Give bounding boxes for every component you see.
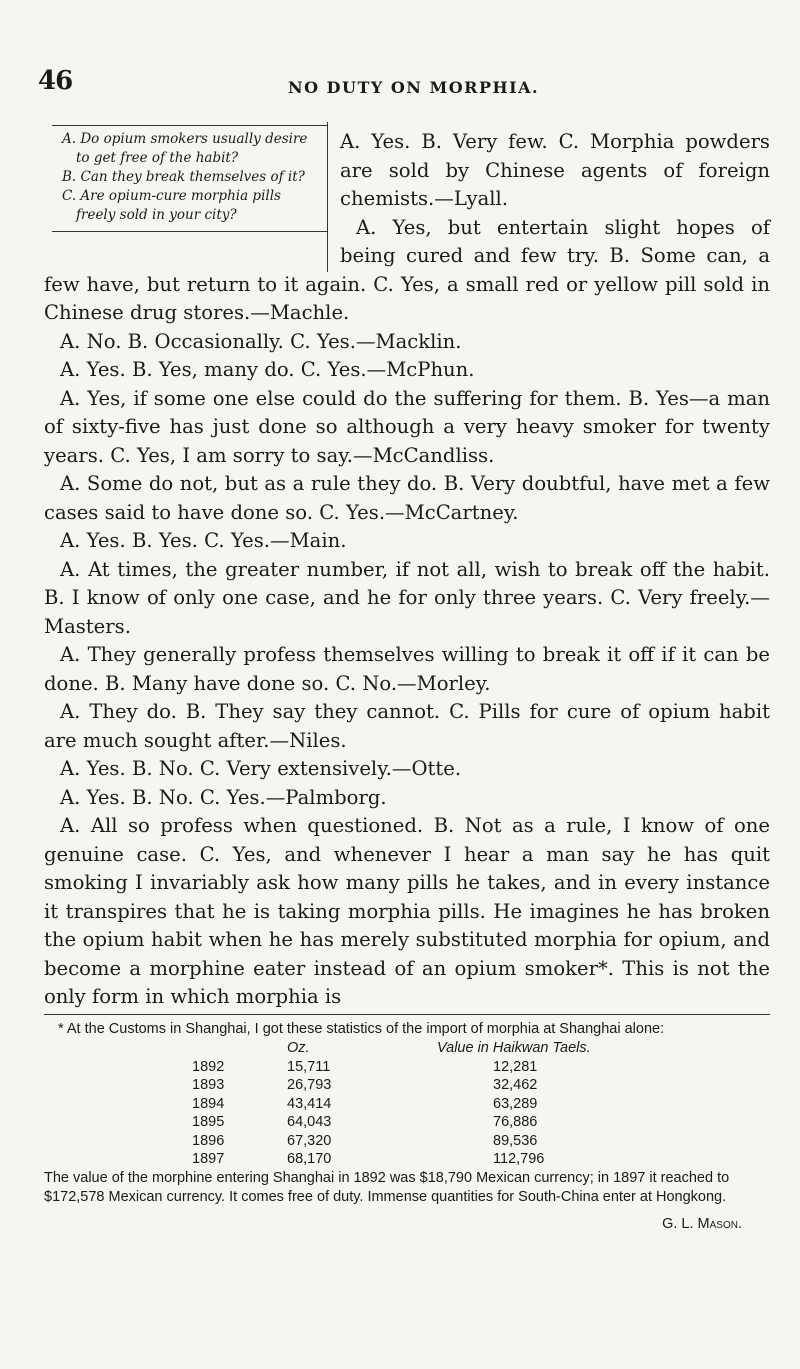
row-oz: 67,320 [287,1132,332,1149]
footnote-conclusion: The value of the morphine entering Shanghai in 1892 was $18,790 Mexican currency; in 1897 it reached to $172,578 Mexican currency. It comes free of duty. Immense quantities for South-China enter at Hongkong. [44,1169,730,1205]
answer-mccartney: A. Some do not, but as a rule they do. B. Very doubtful, have met a few cases said to have done so. C. Yes.—McCartney. [44,472,770,524]
table-row [192,1150,591,1169]
header-year [192,1039,287,1058]
row-oz: 26,793 [287,1077,332,1093]
row-value: 32,462 [493,1077,538,1093]
table-row [192,1113,591,1132]
answer-macklin: A. No. B. Occasionally. C. Yes.—Macklin. [60,329,462,353]
answer-niles: A. They do. B. They say they cannot. C. Pills for cure of opium habit are much sought after.—Niles. [44,700,770,752]
row-oz: 68,170 [287,1151,332,1167]
answer-machle: A. Yes, but entertain slight hopes of being cured and few try. B. Some can, a few have, but return to it again. C. Yes, a small red or yellow pill sold in Chinese drug stores.—Machle. [44,215,770,324]
answer-main: A. Yes. B. Yes. C. Yes.—Main. [60,529,347,552]
footnote [44,1020,770,1234]
row-year: 1897 [192,1151,225,1167]
row-year: 1896 [192,1132,225,1149]
answer-mason: A. All so profess when questioned. B. Not as a rule, I know of one genuine case. C. Yes, and whenever I hear a man say he has quit smoking I invariably ask how many pills he takes, and in every instance it transpires that he is taking morphia pills. He imagines he has broken the opium habit when he has merely substituted morphia for opium, and become a morphine eater instead of an opium smoker*. This is not the only form in which morphia is [44,814,770,1008]
row-value: 12,281 [493,1058,538,1075]
header-value: Value in Haikwan Taels. [437,1040,591,1056]
answer-masters: A. At times, the greater number, if not all, wish to break off the habit. B. I know of only one case, and he for only three years. C. Very freely.—Masters. [44,557,770,638]
answer-palmborg: A. Yes. B. No. C. Yes.—Palmborg. [60,785,387,809]
table-row [192,1076,591,1095]
table-row [192,1058,591,1077]
table-row [192,1132,591,1151]
morphia-import-table [192,1039,591,1169]
footnote-rule [44,1014,770,1015]
answer-mcphun: A. Yes. B. Yes, many do. C. Yes.—McPhun. [60,358,475,381]
page-number: 46 [38,66,73,96]
sidenote-question-b: B. Can they break themselves of it? [62,169,305,185]
running-title: NO DUTY ON MORPHIA. [288,78,540,97]
row-year: 1893 [192,1077,225,1093]
row-value: 89,536 [493,1132,538,1149]
table-row [192,1095,591,1114]
row-value: 63,289 [493,1095,538,1112]
row-oz: 15,711 [287,1058,331,1075]
sidenote-question-c: C. Are opium-cure morphia pills freely sold in your city? [62,188,281,223]
row-oz: 64,043 [287,1114,332,1130]
row-year: 1894 [192,1095,225,1112]
row-year: 1892 [192,1058,225,1075]
footnote-signature: G. L. Mason. [662,1215,742,1232]
row-value: 76,886 [493,1114,538,1130]
answer-mccandliss: A. Yes, if some one else could do the suffering for them. B. Yes—a man of sixty-five has just done so although a very heavy smoker for twenty years. C. Yes, I am sorry to say.—McCandliss. [44,386,770,467]
footnote-intro: * At the Customs in Shanghai, I got these statistics of the import of morphia at Shanghai alone: [58,1021,665,1037]
answer-morley: A. They generally profess themselves willing to break it off if it can be done. B. Many have done so. C. No.—Morley. [44,643,770,695]
sidenote-question-a: A. Do opium smokers usually desire to get free of the habit? [62,131,308,166]
row-year: 1895 [192,1114,225,1130]
row-oz: 43,414 [287,1095,332,1112]
answer-lyall: A. Yes. B. Very few. C. Morphia powders are sold by Chinese agents of foreign chemists.—Lyall. [340,130,770,210]
header-oz: Oz. [287,1040,310,1056]
table-header-row [192,1039,591,1058]
row-value: 112,796 [493,1151,545,1167]
answer-otte: A. Yes. B. No. C. Very extensively.—Otte. [60,757,462,780]
sidenote-float-space [44,128,340,268]
body-text [44,128,770,1012]
